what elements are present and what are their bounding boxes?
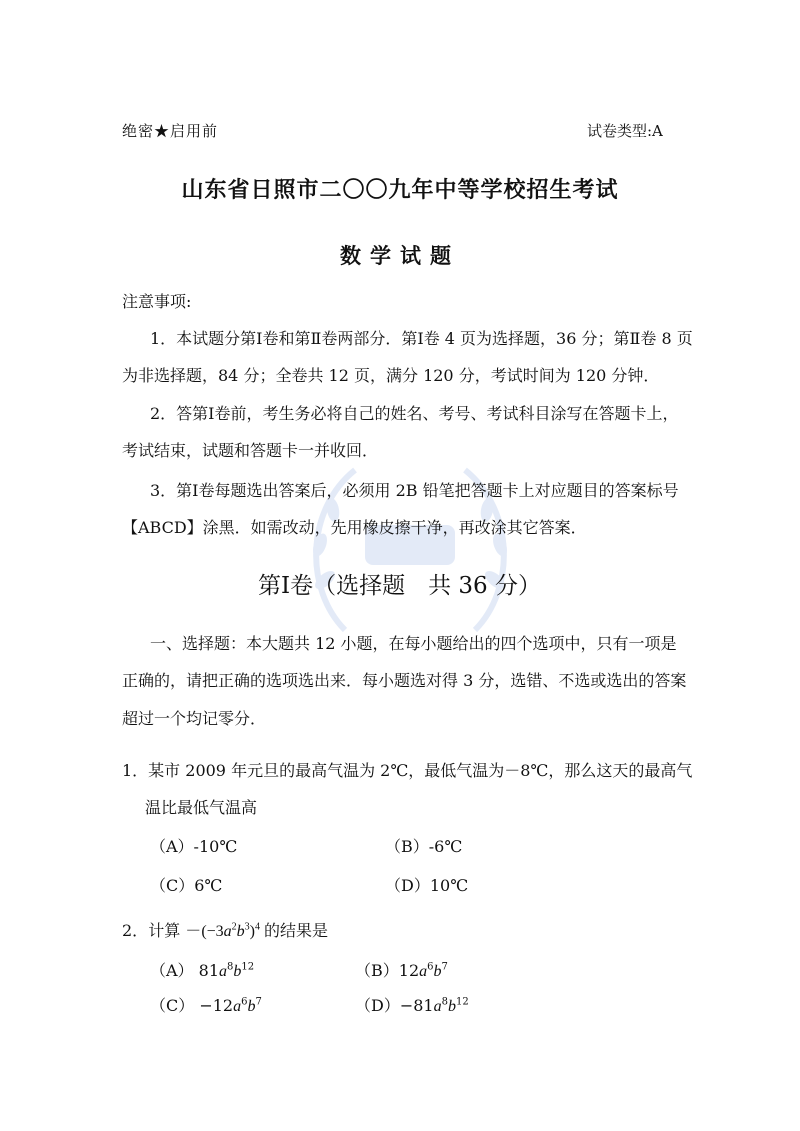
question-2-option-c: $(C) -12a^6b^7$ [150, 996, 262, 1015]
exam-subtitle: 数学试题 [340, 243, 460, 268]
notice-item-1-line-1: 1．本试题分第Ⅰ卷和第Ⅱ卷两部分．第Ⅰ卷 4 页为选择题，36 分；第Ⅱ卷 8 页 [150, 329, 693, 348]
question-1-line-2: 温比最低气温高 [145, 798, 258, 817]
question-2-number: 2． [122, 921, 149, 940]
notice-item-2-line-2: 考试结束，试题和答题卡一并收回． [122, 441, 379, 460]
question-2-stem [122, 918, 328, 941]
question-1-option-c: （C）6℃ [150, 876, 223, 895]
notice-item-2-line-1: 2．答第Ⅰ卷前，考生务必将自己的姓名、考号、考试科目涂写在答题卡上， [150, 404, 679, 423]
notice-item-3-line-1: 3．第Ⅰ卷每题选出答案后，必须用 2B 铅笔把答题卡上对应题目的答案标号 [150, 481, 679, 500]
section-title: 第Ⅰ卷（选择题 共 36 分） [258, 573, 541, 599]
notice-item-3-line-2: 【ABCD】涂黑．如需改动，先用橡皮擦干净，再改涂其它答案． [122, 518, 587, 537]
question-1-line-1: 1．某市 2009 年元旦的最高气温为 2℃，最低气温为－8℃，那么这天的最高气 [122, 761, 693, 780]
question-2-suffix: 的结果是 [264, 921, 329, 940]
section-intro-line-1: 一、选择题：本大题共 12 小题，在每小题给出的四个选项中，只有一项是 [150, 634, 677, 653]
section-intro-line-3: 超过一个均记零分． [122, 709, 267, 728]
question-2-option-d: $(D)-81a^8b^{12}$ [355, 996, 469, 1015]
confidential-label: 绝密★启用前 [122, 122, 219, 140]
question-2-expression: $-(-3a^2b^3)^4$ [185, 921, 260, 940]
section-intro-line-2: 正确的，请把正确的选项选出来．每小题选对得 3 分，选错、不选或选出的答案 [122, 671, 687, 690]
question-1-option-d: （D）10℃ [385, 876, 469, 895]
paper-type-label: 试卷类型:A [587, 122, 663, 140]
notice-item-1-line-2: 为非选择题，84 分；全卷共 12 页，满分 120 分，考试时间为 120 分钟． [122, 366, 660, 385]
exam-title: 山东省日照市二〇〇九年中等学校招生考试 [181, 177, 619, 203]
watermark-emblem [285, 430, 535, 660]
notice-heading: 注意事项: [122, 292, 192, 311]
question-2-option-a: （A） $81a^8b^{12}$ [150, 961, 255, 980]
question-2-option-b: $(B)12a^6b^7$ [355, 961, 448, 980]
question-1-option-b: （B）-6℃ [385, 837, 463, 856]
question-2-prefix: 计算 [148, 921, 181, 940]
question-1-option-a: （A）-10℃ [150, 837, 238, 856]
